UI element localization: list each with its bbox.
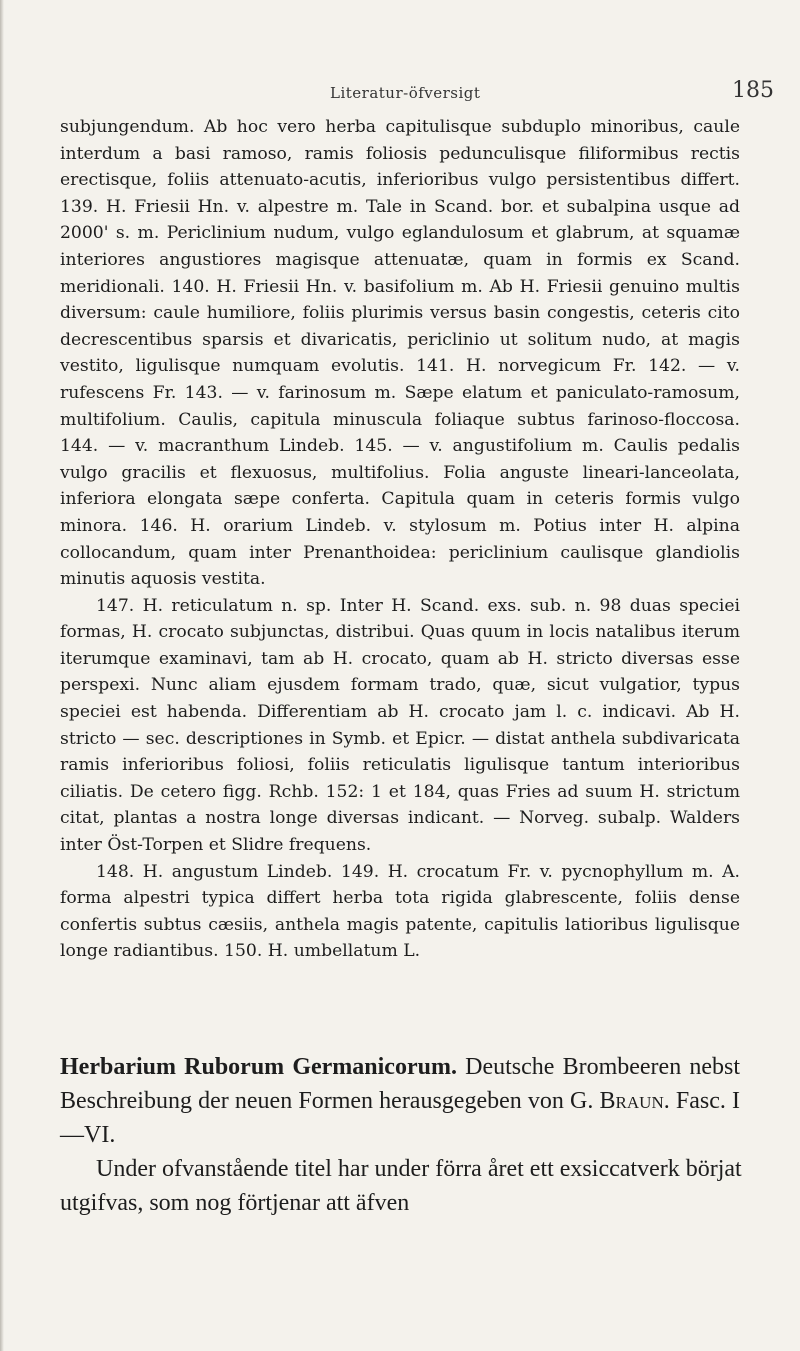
heading-title: Herbarium Ruborum Germanicorum.: [60, 1054, 457, 1080]
swedish-text: [60, 1152, 750, 1220]
paragraph-3: 148. H. angustum Lindeb. 149. H. crocatum Fr. v. pycnophyllum m. A. forma alpestri typica differt herba tota rigida glabrescente, foliis dense confertis subtus cæsiis, anthela magis patente, capitulis latioribus ligulisque longe radiantibus. 150. H. umbellatum L.: [60, 861, 740, 962]
body-text: [60, 114, 740, 965]
page-number: 185: [732, 78, 774, 103]
paragraph-2: 147. H. reticulatum n. sp. Inter H. Scand. exs. sub. n. 98 duas speciei formas, H. crocato subjunctas, distribui. Quas quum in locis natalibus iterum iterumque examinavi, tam ab H. crocato, quam ab H. stricto diversas esse perspexi. Nunc aliam ejusdem formam trado, quæ, sicut vulgatior, typus speciei est habenda. Differentiam ab H. crocato jam l. c. indicavi. Ab H. stricto — sec. descriptiones in Symb. et Epicr. — distat anthela subdivaricata ramis inferioribus foliosi, foliis reticulatis ligulisque tantum interioribus ciliatis. De cetero figg. Rchb. 152: 1 et 184, quas Fries ad suum H. strictum citat, plantas a nostra longe diversas indicant. — Norveg. subalp. Walders inter Öst-Torpen et Slidre frequens.: [60, 595, 740, 856]
heading-author: Braun: [599, 1088, 664, 1114]
paragraph-1: subjungendum. Ab hoc vero herba capitulisque subduplo minoribus, caule interdum a basi ramoso, ramis foliosis pedunculisque filiformibus rectis erectisque, foliis attenuato-acutis, inferioribus vulgo persistentibus differt. 139. H. Friesii Hn. v. alpestre m. Tale in Scand. bor. et subalpina usque ad 2000' s. m. Periclinium nudum, vulgo eglandulosum et glabrum, at squamæ interiores angustiores magisque attenuatæ, quam in formis ex Scand. meridionali. 140. H. Friesii Hn. v. basifolium m. Ab H. Friesii genuino multis diversum: caule humiliore, foliis plurimis versus basin congestis, ceteris cito decrescentibus sparsis et divaricatis, periclinio ut solitum nudo, at magis vestito, ligulisque numquam evolutis. 141. H. norvegicum Fr. 142. — v. rufescens Fr. 143. — v. farinosum m. Sæpe elatum et paniculato-ramosum, multifolium. Caulis, capitula minuscula foliaque subtus farinoso-floccosa. 144. — v. macranthum Lindeb. 145. — v. angustifolium m. Caulis pedalis vulgo gracilis et flexuosus, multifolius. Folia anguste lineari-lanceolata, inferiora elongata sæpe conferta. Capitula quam in ceteris formis vulgo minora. 146. H. orarium Lindeb. v. stylosum m. Potius inter H. alpina collocandum, quam inter Prenanthoidea: periclinium caulisque glandiolis minutis aquosis vestita.: [60, 117, 740, 590]
paragraph-4: Under ofvanstående titel har under förra året ett exsiccatverk börjat utgifvas, som nog förtjenar att äfven: [60, 1156, 742, 1216]
heading-subtitle-after: . Fasc. I—VI.: [60, 1088, 741, 1148]
section-heading: [60, 1050, 740, 1152]
heading-subtitle-before: Deutsche Brombeeren nebst Beschreibung der neuen Formen herausgegeben von G.: [60, 1054, 741, 1114]
page-edge-shadow: [0, 0, 4, 1351]
running-head: Literatur-öfversigt: [330, 84, 481, 102]
